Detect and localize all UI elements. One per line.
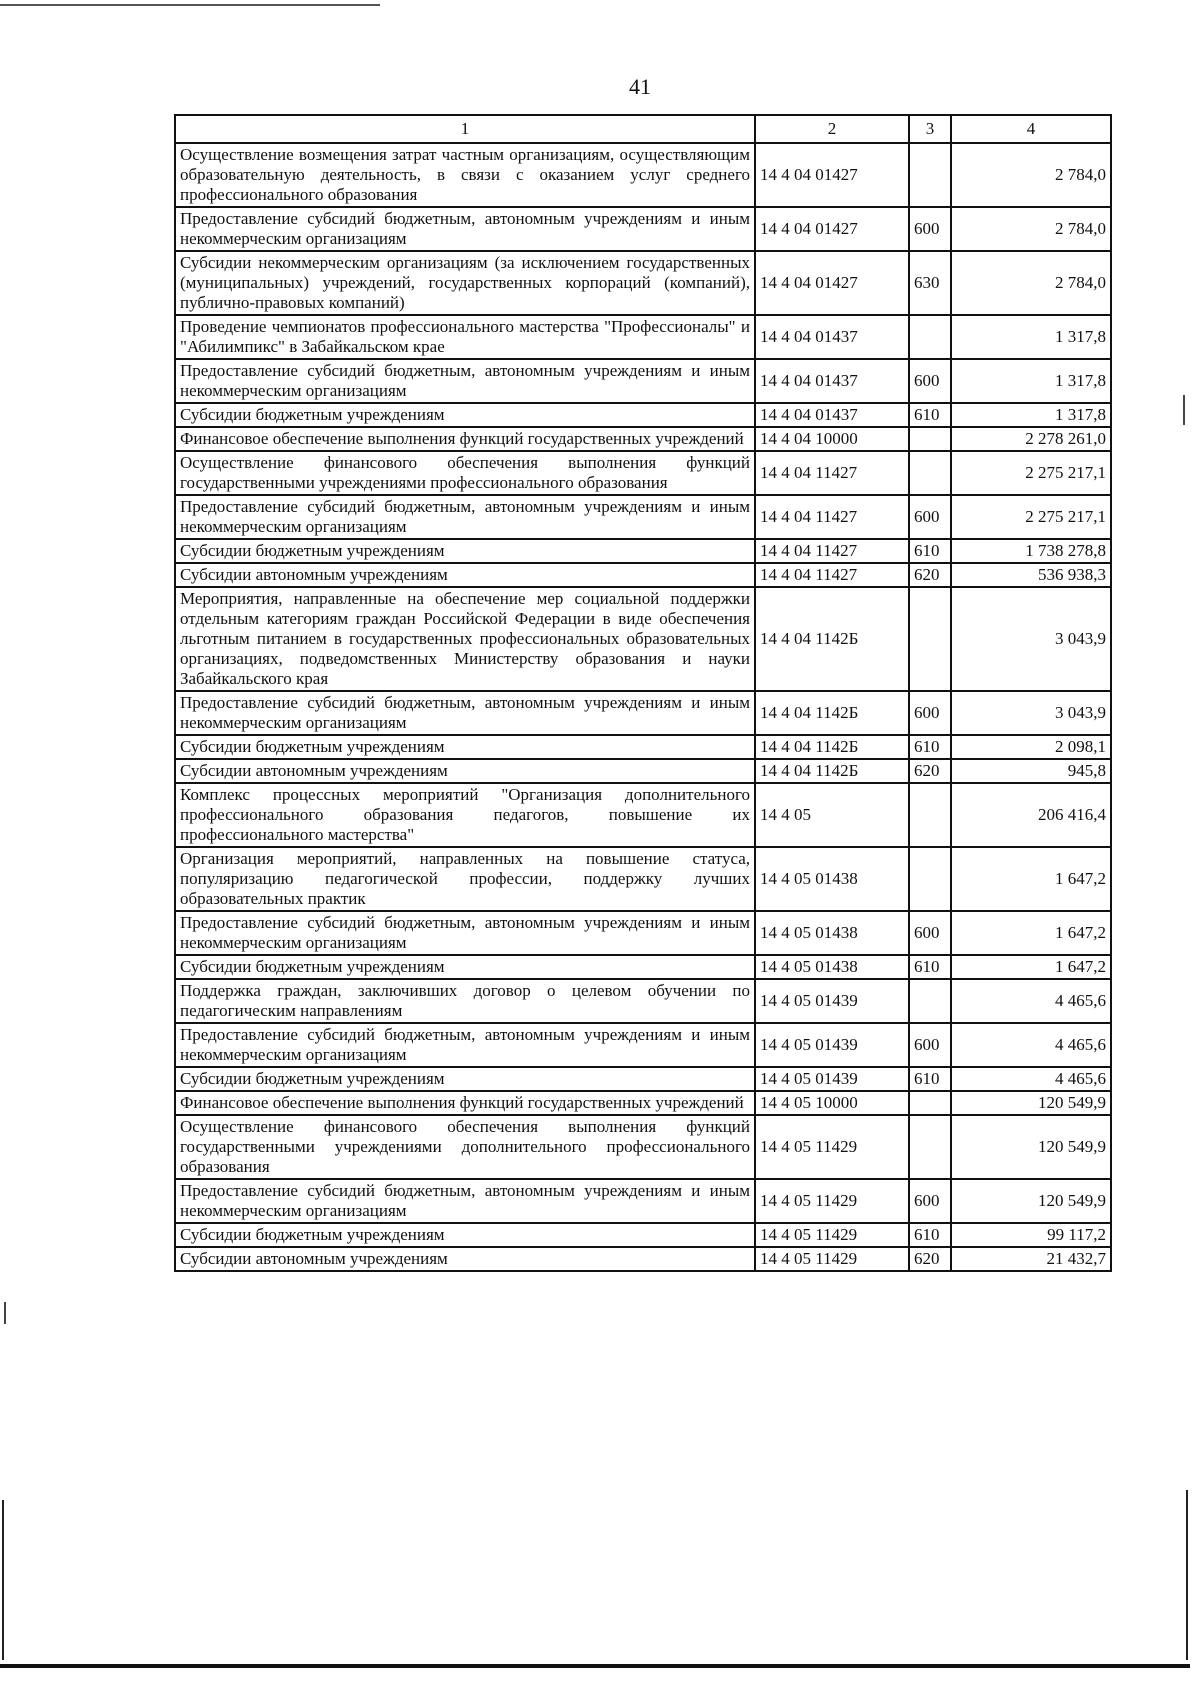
row-code: 14 4 04 01427 [755,251,909,315]
row-name: Осуществление финансового обеспечения выполнения функций государственными учреждениями профессионального образования [175,451,755,495]
row-amount: 120 549,9 [951,1115,1111,1179]
row-expense-type: 620 [909,759,951,783]
row-name: Осуществление финансового обеспечения выполнения функций государственными учреждениями дополнительного профессионального образования [175,1115,755,1179]
row-amount: 3 043,9 [951,587,1111,691]
row-expense-type [909,315,951,359]
row-name: Мероприятия, направленные на обеспечение мер социальной поддержки отдельным категориям граждан Российской Федерации в виде обеспечения льготным питанием в государственных профессиональных образовательных организациях, подведомственных Министерству образования и науки Забайкальского края [175,587,755,691]
scan-edge-line [2,1500,4,1660]
table-row [175,783,1111,847]
row-code: 14 4 05 10000 [755,1091,909,1115]
row-expense-type: 600 [909,495,951,539]
table-row [175,495,1111,539]
row-amount: 99 117,2 [951,1223,1111,1247]
row-name: Субсидии бюджетным учреждениям [175,955,755,979]
row-name: Предоставление субсидий бюджетным, автономным учреждениям и иным некоммерческим организациям [175,911,755,955]
scan-edge-line [0,4,380,6]
row-code: 14 4 04 01427 [755,207,909,251]
row-name: Осуществление возмещения затрат частным организациям, осуществляющим образовательную деятельность, в связи с оказанием услуг среднего профессионального образования [175,143,755,207]
row-expense-type: 600 [909,1023,951,1067]
scan-edge-line [1186,1490,1188,1660]
row-expense-type: 600 [909,691,951,735]
row-amount: 120 549,9 [951,1179,1111,1223]
row-amount: 3 043,9 [951,691,1111,735]
row-amount: 2 098,1 [951,735,1111,759]
column-header-4: 4 [951,115,1111,143]
row-expense-type: 610 [909,1067,951,1091]
row-amount: 4 465,6 [951,979,1111,1023]
row-name: Субсидии автономным учреждениям [175,563,755,587]
table-body [175,143,1111,1271]
row-amount: 21 432,7 [951,1247,1111,1271]
row-name: Поддержка граждан, заключивших договор о целевом обучении по педагогическим направлениям [175,979,755,1023]
row-expense-type: 600 [909,911,951,955]
row-expense-type: 600 [909,207,951,251]
table-row [175,1023,1111,1067]
row-code: 14 4 04 01437 [755,359,909,403]
table-row [175,359,1111,403]
row-name: Предоставление субсидий бюджетным, автономным учреждениям и иным некоммерческим организациям [175,207,755,251]
table-row [175,847,1111,911]
row-expense-type [909,847,951,911]
table-row [175,1067,1111,1091]
table-row [175,691,1111,735]
table-row [175,403,1111,427]
row-code: 14 4 04 11427 [755,539,909,563]
row-code: 14 4 04 01437 [755,315,909,359]
row-name: Субсидии автономным учреждениям [175,1247,755,1271]
row-expense-type: 610 [909,955,951,979]
row-expense-type: 620 [909,1247,951,1271]
row-name: Субсидии бюджетным учреждениям [175,1223,755,1247]
row-amount: 2 784,0 [951,251,1111,315]
table-row [175,451,1111,495]
row-expense-type: 620 [909,563,951,587]
table-row [175,735,1111,759]
scan-mark [4,1302,6,1324]
row-amount: 4 465,6 [951,1067,1111,1091]
row-code: 14 4 05 11429 [755,1223,909,1247]
row-name: Предоставление субсидий бюджетным, автономным учреждениям и иным некоммерческим организациям [175,691,755,735]
row-amount: 2 784,0 [951,143,1111,207]
row-name: Предоставление субсидий бюджетным, автономным учреждениям и иным некоммерческим организациям [175,359,755,403]
row-expense-type [909,783,951,847]
row-name: Комплекс процессных мероприятий "Организация дополнительного профессионального образования педагогов, повышение их профессионального мастерства" [175,783,755,847]
row-name: Субсидии бюджетным учреждениям [175,403,755,427]
row-name: Предоставление субсидий бюджетным, автономным учреждениям и иным некоммерческим организациям [175,495,755,539]
row-code: 14 4 04 01437 [755,403,909,427]
row-code: 14 4 05 01438 [755,847,909,911]
table-row [175,1115,1111,1179]
row-code: 14 4 04 1142Б [755,587,909,691]
table-row [175,251,1111,315]
row-name: Субсидии некоммерческим организациям (за исключением государственных (муниципальных) учреждений, государственных корпораций (компаний), публично-правовых компаний) [175,251,755,315]
row-amount: 1 738 278,8 [951,539,1111,563]
row-expense-type: 610 [909,403,951,427]
row-name: Субсидии автономным учреждениям [175,759,755,783]
row-code: 14 4 04 1142Б [755,759,909,783]
table-row [175,207,1111,251]
row-expense-type [909,451,951,495]
row-code: 14 4 04 11427 [755,563,909,587]
table-row [175,143,1111,207]
row-expense-type [909,1091,951,1115]
row-expense-type: 600 [909,359,951,403]
row-name: Организация мероприятий, направленных на повышение статуса, популяризацию педагогической профессии, поддержку лучших образовательных практик [175,847,755,911]
table-row [175,1247,1111,1271]
row-code: 14 4 05 11429 [755,1115,909,1179]
row-expense-type [909,587,951,691]
row-expense-type: 610 [909,539,951,563]
table-row [175,587,1111,691]
row-code: 14 4 04 01427 [755,143,909,207]
table-row [175,911,1111,955]
row-name: Субсидии бюджетным учреждениям [175,1067,755,1091]
column-header-3: 3 [909,115,951,143]
table-row [175,955,1111,979]
row-amount: 2 784,0 [951,207,1111,251]
row-amount: 1 317,8 [951,359,1111,403]
row-name: Субсидии бюджетным учреждениям [175,735,755,759]
row-name: Предоставление субсидий бюджетным, автономным учреждениям и иным некоммерческим организациям [175,1023,755,1067]
row-amount: 1 317,8 [951,315,1111,359]
row-amount: 1 647,2 [951,847,1111,911]
row-amount: 2 278 261,0 [951,427,1111,451]
row-expense-type [909,143,951,207]
row-code: 14 4 05 01439 [755,1023,909,1067]
row-name: Финансовое обеспечение выполнения функций государственных учреждений [175,427,755,451]
row-amount: 536 938,3 [951,563,1111,587]
table-row [175,427,1111,451]
row-amount: 4 465,6 [951,1023,1111,1067]
table-row [175,315,1111,359]
row-amount: 945,8 [951,759,1111,783]
table-row [175,563,1111,587]
table-header-row [175,115,1111,143]
row-expense-type [909,427,951,451]
row-code: 14 4 04 11427 [755,495,909,539]
row-expense-type: 630 [909,251,951,315]
table-row [175,1223,1111,1247]
row-amount: 206 416,4 [951,783,1111,847]
row-code: 14 4 05 01438 [755,955,909,979]
row-name: Субсидии бюджетным учреждениям [175,539,755,563]
row-name: Предоставление субсидий бюджетным, автономным учреждениям и иным некоммерческим организациям [175,1179,755,1223]
row-code: 14 4 05 01439 [755,979,909,1023]
row-code: 14 4 05 11429 [755,1247,909,1271]
row-amount: 1 647,2 [951,955,1111,979]
row-code: 14 4 04 1142Б [755,735,909,759]
table-row [175,979,1111,1023]
row-expense-type: 600 [909,1179,951,1223]
row-expense-type [909,979,951,1023]
table-row [175,1091,1111,1115]
row-code: 14 4 05 [755,783,909,847]
row-amount: 2 275 217,1 [951,495,1111,539]
row-code: 14 4 04 1142Б [755,691,909,735]
scan-edge-line [0,1664,1190,1668]
row-code: 14 4 05 01438 [755,911,909,955]
budget-table [174,114,1112,1272]
row-amount: 1 317,8 [951,403,1111,427]
row-code: 14 4 04 10000 [755,427,909,451]
table-row [175,759,1111,783]
row-amount: 1 647,2 [951,911,1111,955]
row-expense-type: 610 [909,735,951,759]
column-header-1: 1 [175,115,755,143]
scan-mark [1183,395,1185,425]
column-header-2: 2 [755,115,909,143]
table-row [175,539,1111,563]
row-name: Проведение чемпионатов профессионального мастерства "Профессионалы" и "Абилимпикс" в Забайкальском крае [175,315,755,359]
row-code: 14 4 05 11429 [755,1179,909,1223]
page-number: 41 [629,74,651,99]
row-expense-type [909,1115,951,1179]
row-expense-type: 610 [909,1223,951,1247]
row-name: Финансовое обеспечение выполнения функций государственных учреждений [175,1091,755,1115]
row-amount: 120 549,9 [951,1091,1111,1115]
row-amount: 2 275 217,1 [951,451,1111,495]
row-code: 14 4 05 01439 [755,1067,909,1091]
row-code: 14 4 04 11427 [755,451,909,495]
table-row [175,1179,1111,1223]
